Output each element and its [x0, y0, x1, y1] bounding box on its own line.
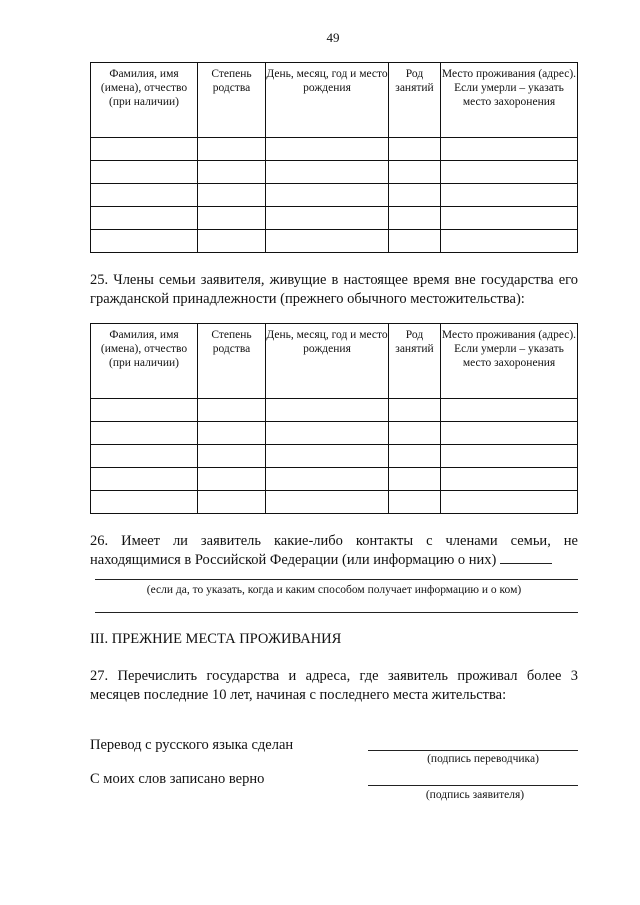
cell[interactable]: [91, 230, 198, 253]
applicant-signature-caption: (подпись заявителя): [425, 789, 525, 801]
cell[interactable]: [266, 207, 389, 230]
table-header-row: [91, 324, 578, 399]
cell[interactable]: [441, 491, 578, 514]
answer-line-2[interactable]: [95, 612, 578, 613]
cell[interactable]: [266, 491, 389, 514]
cell[interactable]: [266, 422, 389, 445]
page-number: 49: [326, 30, 340, 45]
translator-signature-caption: (подпись переводчика): [427, 753, 539, 765]
cell[interactable]: [91, 207, 198, 230]
cell[interactable]: [441, 207, 578, 230]
cell[interactable]: [441, 184, 578, 207]
cell[interactable]: [389, 230, 441, 253]
caption-26: (если да, то указать, когда и каким способом получает информацию и о ком): [146, 584, 522, 596]
answer-line[interactable]: [95, 579, 578, 580]
paragraph-26: [90, 532, 578, 570]
cell[interactable]: [389, 207, 441, 230]
cell[interactable]: [266, 161, 389, 184]
cell[interactable]: [441, 422, 578, 445]
cell[interactable]: [266, 230, 389, 253]
cell[interactable]: [198, 445, 266, 468]
cell[interactable]: [441, 399, 578, 422]
cell[interactable]: [441, 138, 578, 161]
header-birth: День, месяц, год и место рождения: [266, 324, 389, 399]
cell[interactable]: [198, 230, 266, 253]
header-residence: Место проживания (адрес). Если умерли – указать место захоронения: [441, 324, 578, 399]
cell[interactable]: [389, 161, 441, 184]
verified-label: С моих слов записано верно: [90, 771, 265, 787]
cell[interactable]: [91, 422, 198, 445]
table-row: [91, 207, 578, 230]
table-row: [91, 161, 578, 184]
cell[interactable]: [198, 207, 266, 230]
family-table-1: [90, 62, 578, 253]
answer-blank[interactable]: [500, 551, 552, 564]
cell[interactable]: [389, 491, 441, 514]
cell[interactable]: [389, 399, 441, 422]
table-row: [91, 230, 578, 253]
cell[interactable]: [389, 138, 441, 161]
cell[interactable]: [441, 161, 578, 184]
cell[interactable]: [198, 399, 266, 422]
header-birth: День, месяц, год и место рождения: [266, 63, 389, 138]
cell[interactable]: [198, 184, 266, 207]
cell[interactable]: [389, 468, 441, 491]
table-row: [91, 468, 578, 491]
header-relation: Степень родства: [198, 63, 266, 138]
cell[interactable]: [91, 468, 198, 491]
cell[interactable]: [91, 491, 198, 514]
header-name: Фамилия, имя (имена), отчество (при наличии): [91, 63, 198, 138]
table-row: [91, 184, 578, 207]
cell[interactable]: [441, 468, 578, 491]
section-heading: III. ПРЕЖНИЕ МЕСТА ПРОЖИВАНИЯ: [90, 631, 342, 647]
table-row: [91, 445, 578, 468]
cell[interactable]: [91, 161, 198, 184]
cell[interactable]: [389, 184, 441, 207]
cell[interactable]: [266, 399, 389, 422]
cell[interactable]: [91, 445, 198, 468]
table-header-row: [91, 63, 578, 138]
applicant-signature-line[interactable]: [368, 785, 578, 786]
family-table-2: [90, 323, 578, 514]
cell[interactable]: [91, 399, 198, 422]
cell[interactable]: [441, 445, 578, 468]
table-row: [91, 138, 578, 161]
paragraph-25: 25. Члены семьи заявителя, живущие в настоящее время вне государства его гражданской принадлежности (прежнего обычного местожительства):: [90, 272, 578, 307]
translator-signature-line[interactable]: [368, 750, 578, 751]
header-occupation: Род занятий: [389, 324, 441, 399]
paragraph-27: 27. Перечислить государства и адреса, где заявитель проживал более 3 месяцев последние 10 лет, начиная с последнего места жительства:: [90, 668, 578, 703]
paragraph-26-text: 26. Имеет ли заявитель какие-либо контакты с членами семьи, не находящимися в Российской Федерации (или информацию о них): [90, 533, 578, 568]
header-occupation: Род занятий: [389, 63, 441, 138]
cell[interactable]: [389, 422, 441, 445]
header-residence: Место проживания (адрес). Если умерли – указать место захоронения: [441, 63, 578, 138]
cell[interactable]: [198, 138, 266, 161]
cell[interactable]: [266, 445, 389, 468]
table-row: [91, 399, 578, 422]
cell[interactable]: [389, 445, 441, 468]
table-row: [91, 422, 578, 445]
cell[interactable]: [266, 184, 389, 207]
table-row: [91, 491, 578, 514]
cell[interactable]: [441, 230, 578, 253]
cell[interactable]: [198, 491, 266, 514]
cell[interactable]: [266, 138, 389, 161]
cell[interactable]: [266, 468, 389, 491]
cell[interactable]: [91, 138, 198, 161]
cell[interactable]: [91, 184, 198, 207]
cell[interactable]: [198, 422, 266, 445]
cell[interactable]: [198, 161, 266, 184]
header-name: Фамилия, имя (имена), отчество (при наличии): [91, 324, 198, 399]
cell[interactable]: [198, 468, 266, 491]
translation-label: Перевод с русского языка сделан: [90, 737, 294, 753]
header-relation: Степень родства: [198, 324, 266, 399]
